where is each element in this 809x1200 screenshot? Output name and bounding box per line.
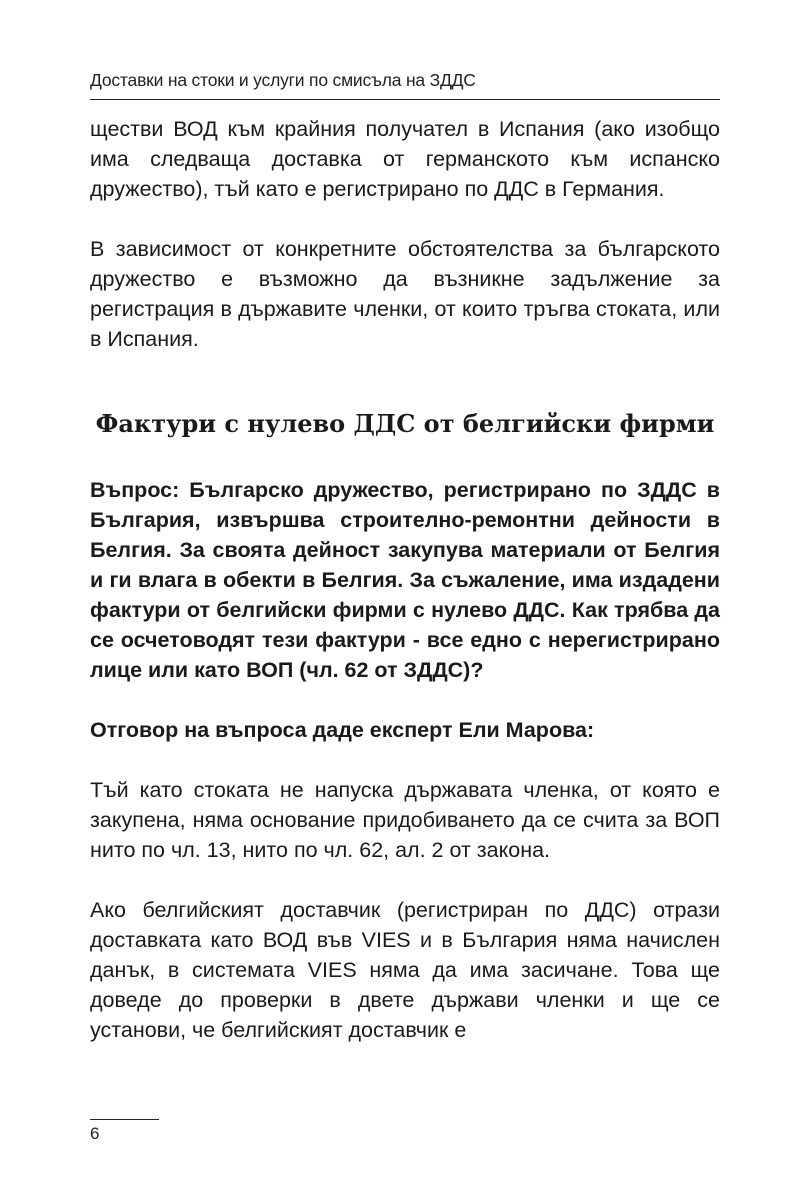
paragraph: В зависимост от конкретните обстоятелства за българското дружество е възможно да възникне задължение за регистрация в държавите членки, от които тръгва стоката, или в Испания. xyxy=(90,237,720,351)
page-number: 6 xyxy=(90,1124,100,1143)
section-heading: Фактури с нулево ДДС от белгийски фирми xyxy=(95,409,715,438)
paragraph: ществи ВОД към крайния получател в Испания (ако изобщо има следваща доставка от германското към испанско дружество), тъй като е регистрирано по ДДС в Германия. xyxy=(90,117,720,201)
paragraph: Ако белгийският доставчик (регистриран по ДДС) отрази доставката като ВОД във VIES и в България няма начислен данък, в системата VIES няма да има засичане. Това ще доведе до проверки в двете държави членки и ще се установи, че белгийският доставчик е xyxy=(90,898,720,1042)
footer-divider xyxy=(90,1119,159,1120)
running-header: Доставки на стоки и услуги по смисъла на ЗДДС xyxy=(90,70,476,90)
answer-intro: Отговор на въпроса даде експерт Ели Марова: xyxy=(90,718,595,742)
paragraph: Тъй като стоката не напуска държавата членка, от която е закупена, няма основание придобиването да се счита за ВОП нито по чл. 13, нито по чл. 62, ал. 2 от закона. xyxy=(90,778,720,862)
page-content xyxy=(90,114,720,1045)
question-paragraph: Въпрос: Българско дружество, регистрирано по ЗДДС в България, извършва строително-ремонтни дейности в Белгия. За своята дейност закупува материали от Белгия и ги влага в обекти в Белгия. За съжаление, има издадени фактури от белгийски фирми с нулево ДДС. Как трябва да се осчетоводят тези фактури - все едно с нерегистрирано лице или като ВОП (чл. 62 от ЗДДС)? xyxy=(90,478,720,682)
header-divider xyxy=(90,99,720,100)
